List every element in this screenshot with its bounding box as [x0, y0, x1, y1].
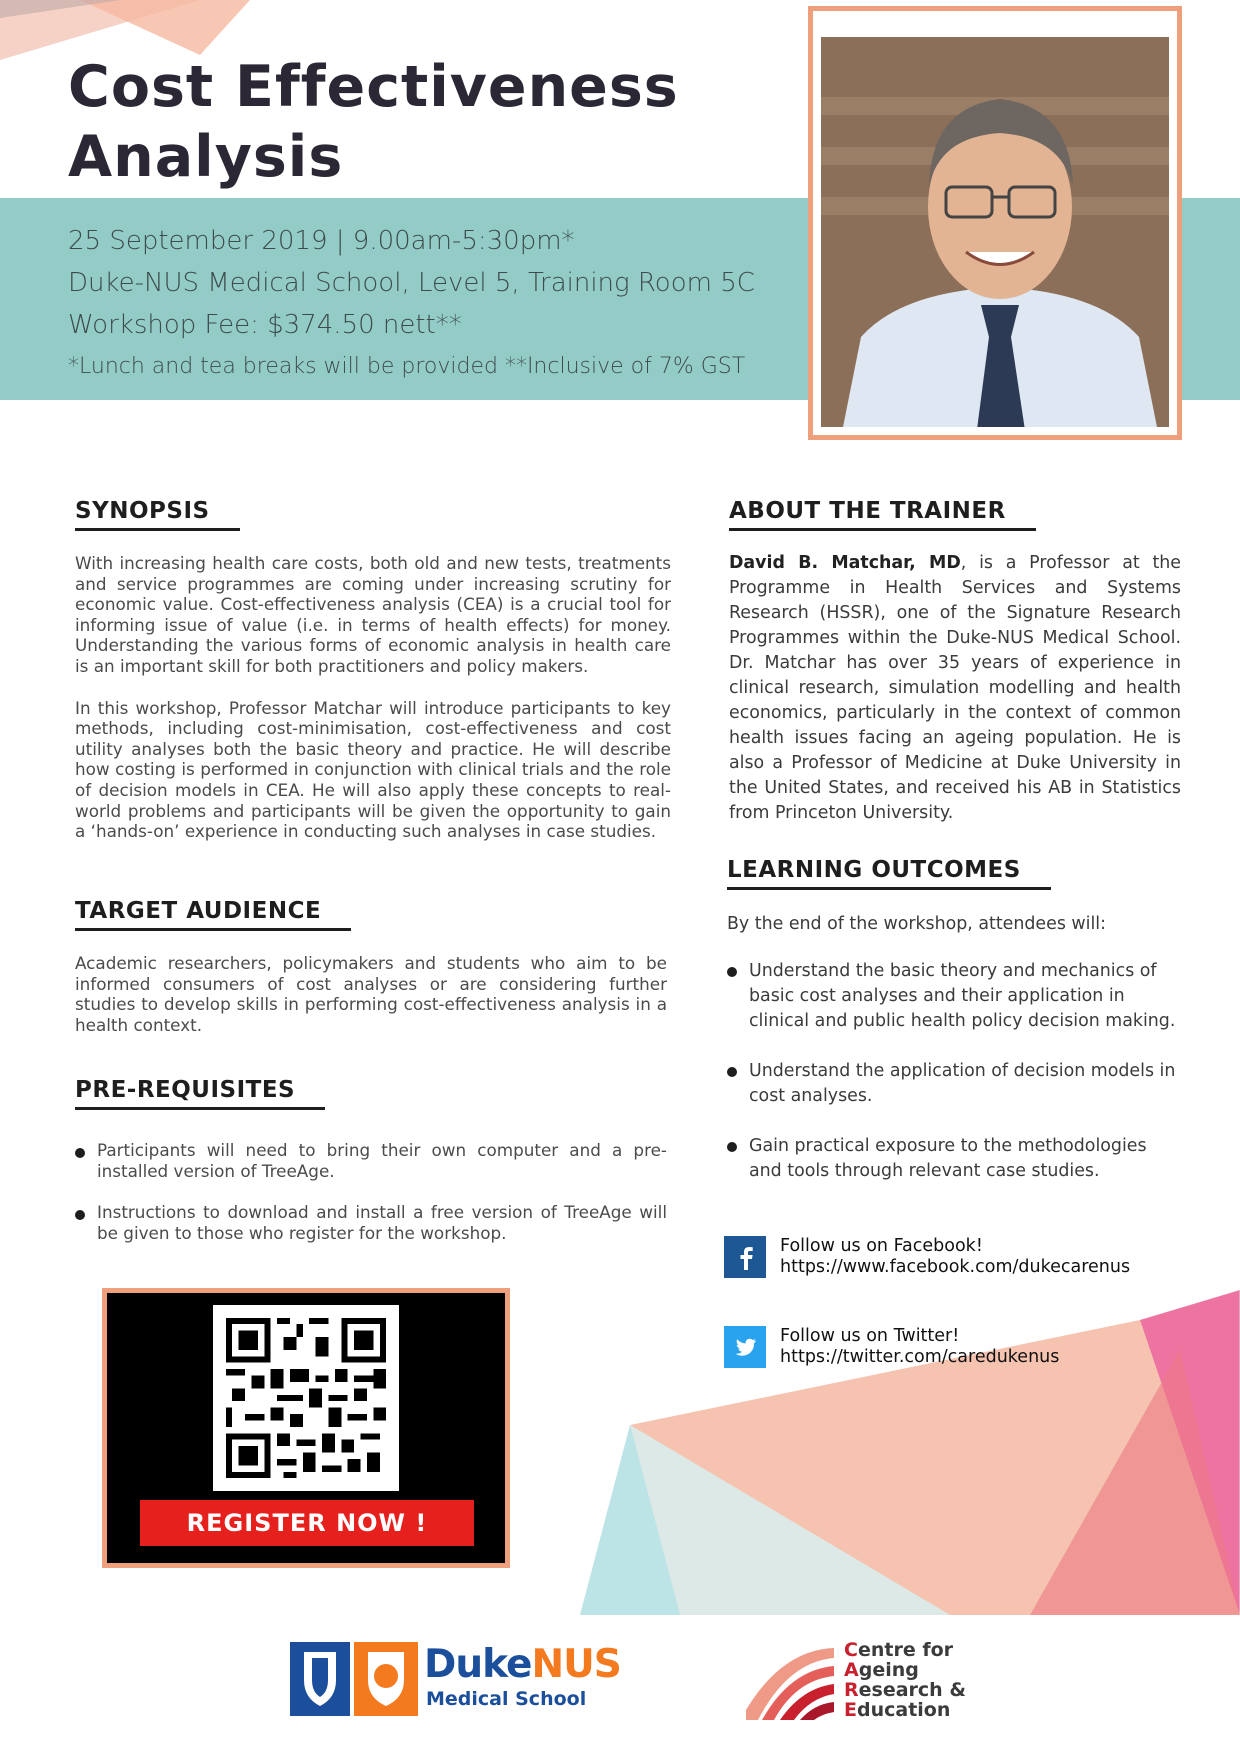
- care-line: Research &: [844, 1679, 966, 1701]
- facebook-label: Follow us on Facebook!: [780, 1236, 983, 1256]
- prerequisites-list: [75, 1140, 667, 1243]
- learning-outcome-item: Understand the basic theory and mechanics of basic cost analyses and their application in clinical and public health policy decision making.: [727, 959, 1181, 1034]
- register-box: [102, 1288, 510, 1568]
- nus-word: NUS: [531, 1642, 621, 1687]
- trainer-bio: [729, 551, 1181, 826]
- event-fee: Workshop Fee: $374.50 nett**: [68, 310, 462, 340]
- care-line: Education: [844, 1699, 951, 1721]
- event-info: [68, 220, 755, 388]
- trainer-photo-frame: [808, 6, 1182, 440]
- learning-outcomes-heading: LEARNING OUTCOMES: [727, 857, 1051, 890]
- twitter-text: [780, 1326, 1059, 1368]
- care-logo: [742, 1640, 972, 1724]
- learning-outcome-item: Gain practical exposure to the methodologies and tools through relevant case studies.: [727, 1134, 1181, 1184]
- trainer-bio-text: , is a Professor at the Programme in Health Services and Systems Research (HSSR), one of the Signature Research Programmes within the Duke-NUS Medical School. Dr. Matchar has over 35 years of experience in clinical research, simulation modelling and health economics, particularly in the context of common health issues facing an ageing population. He is also a Professor of Medicine at Duke University in the United States, and received his AB in Statistics from Princeton University.: [729, 553, 1181, 823]
- twitter-label: Follow us on Twitter!: [780, 1326, 960, 1346]
- twitter-link[interactable]: https://twitter.com/caredukenus: [780, 1347, 1060, 1367]
- target-audience-heading: TARGET AUDIENCE: [75, 898, 351, 931]
- facebook-link[interactable]: https://www.facebook.com/dukecarenus: [780, 1257, 1131, 1277]
- trainer-name: David B. Matchar, MD: [729, 553, 961, 573]
- synopsis-paragraph-2: In this workshop, Professor Matchar will introduce participants to key methods, including cost-minimisation, cost-effectiveness and cost utility analyses both the basic theory and practice. He will describe how costing is performed in conjunction with clinical trials and the role of decision models in CEA. He will also apply these concepts to real-world problems and participants will be given the opportunity to gain a ‘hands-on’ experience in conducting such analyses in case studies.: [75, 697, 671, 842]
- learning-outcomes-intro: By the end of the workshop, attendees will:: [727, 914, 1106, 934]
- trainer-section: [729, 498, 1181, 826]
- synopsis-paragraph-1: With increasing health care costs, both old and new tests, treatments and service programmes are coming under increasing scrutiny for economic value. Cost-effectiveness analysis (CEA) is a crucial tool for informing issue of value (i.e. in terms of health effects) for money. Understanding the various forms of economic analysis in health care is an important skill for both practitioners and policy makers.: [75, 553, 671, 676]
- event-venue: Duke-NUS Medical School, Level 5, Training Room 5C: [68, 268, 755, 298]
- duke-shield-icon: [290, 1642, 418, 1716]
- prerequisites-heading: PRE-REQUISITES: [75, 1077, 325, 1110]
- prerequisite-item: Participants will need to bring their own computer and a pre-installed version of TreeAge.: [75, 1140, 667, 1181]
- learning-outcomes-list: [727, 959, 1181, 1184]
- duke-nus-subtitle: Medical School: [426, 1688, 587, 1710]
- trainer-heading: ABOUT THE TRAINER: [729, 498, 1036, 531]
- trainer-photo: [821, 37, 1169, 427]
- learning-outcomes-section: [727, 857, 1181, 1184]
- page-title: [68, 52, 679, 192]
- duke-nus-logo: [290, 1642, 620, 1718]
- register-now-button[interactable]: REGISTER NOW !: [140, 1500, 474, 1546]
- care-arcs-icon: [742, 1640, 838, 1720]
- facebook-text: [780, 1236, 1130, 1278]
- care-line: Ageing: [844, 1659, 919, 1681]
- facebook-icon[interactable]: [724, 1236, 766, 1278]
- synopsis-section: [75, 498, 671, 842]
- care-text: [844, 1640, 966, 1720]
- prerequisites-section: [75, 1077, 667, 1243]
- target-audience-text: Academic researchers, policymakers and students who aim to be informed consumers of cost analyses or are considering further studies to develop skills in performing cost-effectiveness analysis in a health context.: [75, 953, 667, 1035]
- title-line-1: Cost Effectiveness: [68, 54, 679, 120]
- prerequisite-item: Instructions to download and install a free version of TreeAge will be given to those who register for the workshop.: [75, 1202, 667, 1243]
- target-audience-section: [75, 898, 667, 1035]
- care-line: Centre for: [844, 1639, 954, 1661]
- duke-nus-wordmark: [424, 1642, 621, 1688]
- top-decoration: [0, 0, 260, 60]
- duke-word: Duke: [424, 1642, 532, 1687]
- synopsis-heading: SYNOPSIS: [75, 498, 240, 531]
- title-line-2: Analysis: [68, 124, 344, 190]
- event-date-time: 25 September 2019 | 9.00am-5:30pm*: [68, 226, 575, 256]
- twitter-icon[interactable]: [724, 1326, 766, 1368]
- event-notes: *Lunch and tea breaks will be provided **Inclusive of 7% GST: [68, 354, 746, 379]
- learning-outcome-item: Understand the application of decision models in cost analyses.: [727, 1059, 1181, 1109]
- qr-code[interactable]: [213, 1305, 399, 1491]
